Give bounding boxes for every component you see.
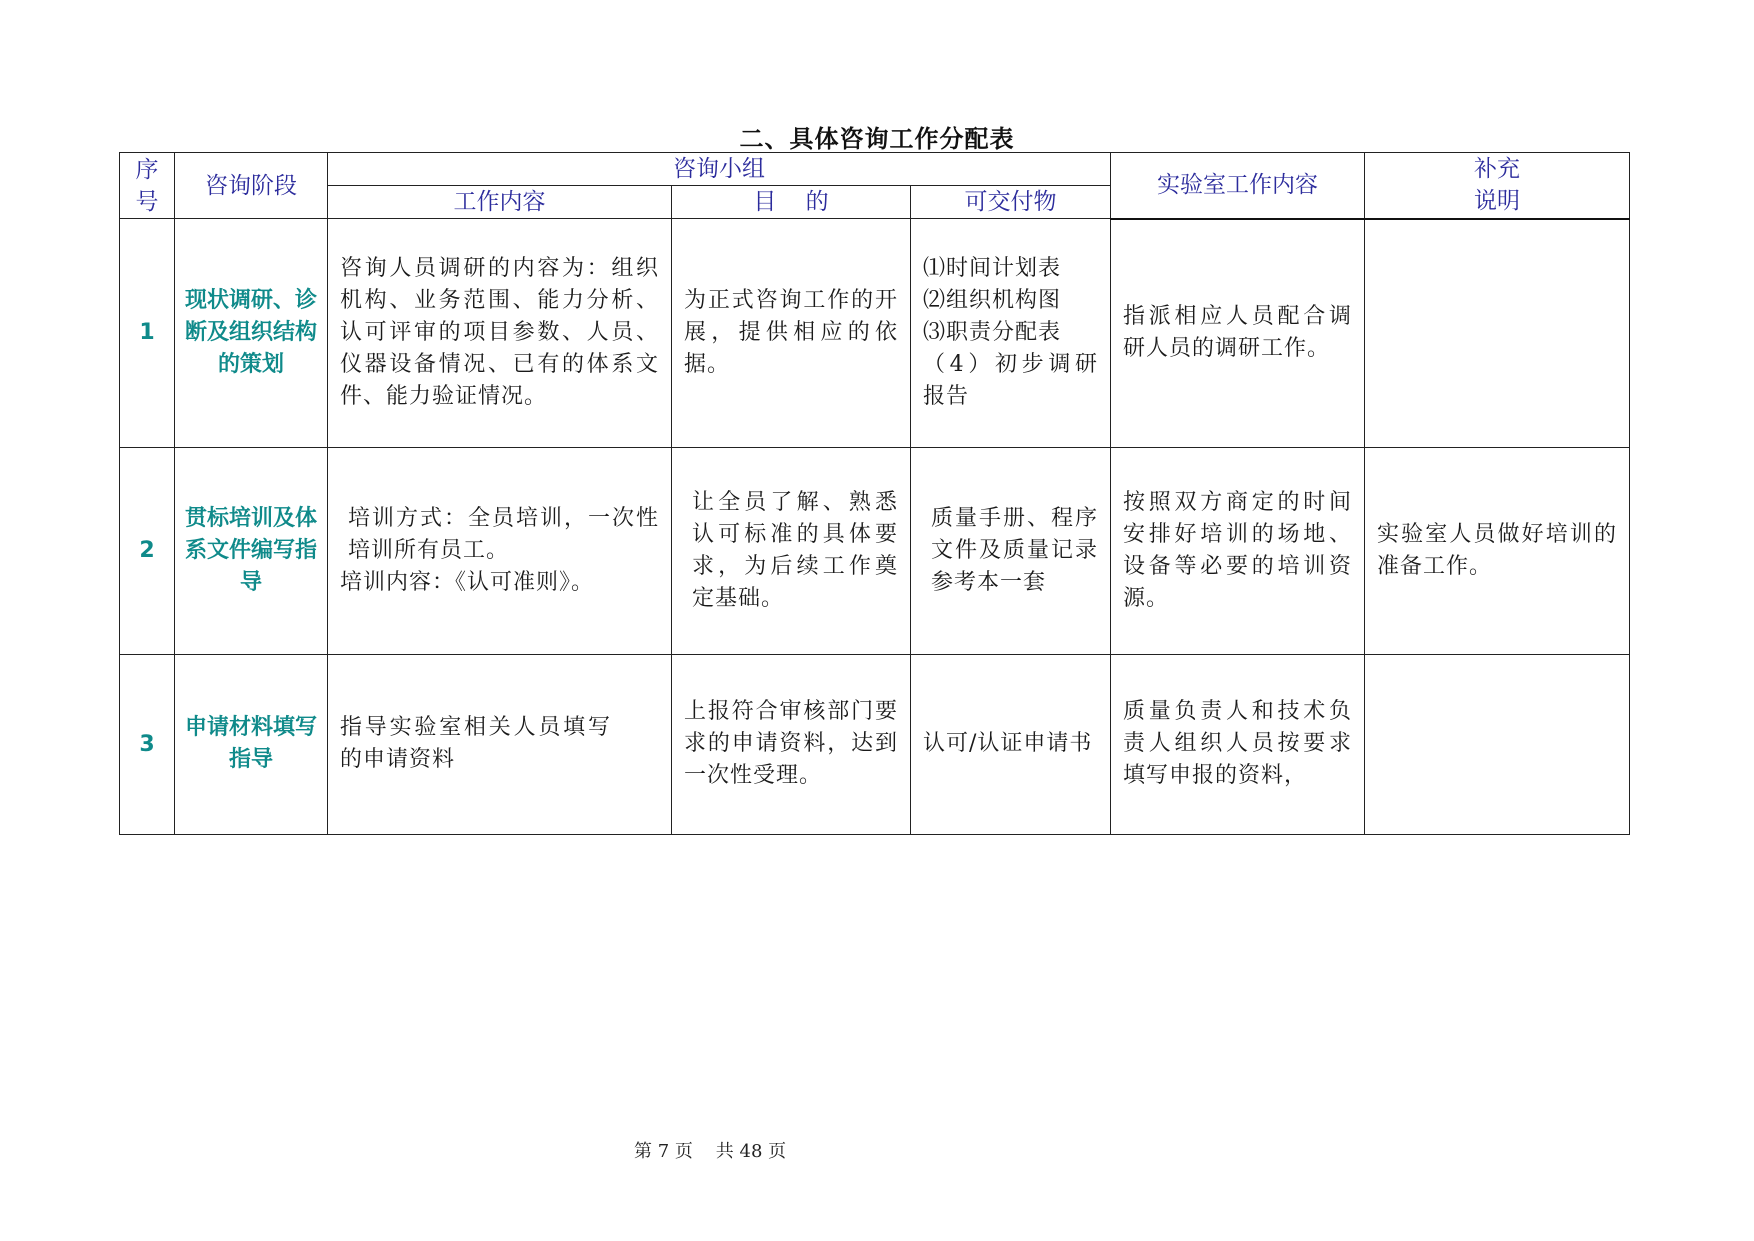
row-deliverables: 质量手册、程序文件及质量记录参考本一套 [911, 447, 1111, 654]
header-stage: 咨询阶段 [175, 153, 328, 219]
row-stage: 申请材料填写指导 [175, 654, 328, 834]
table-row [120, 654, 1630, 834]
row-note: 实验室人员做好培训的准备工作。 [1365, 447, 1630, 654]
row-purpose: 为正式咨询工作的开展，提供相应的依据。 [672, 219, 911, 448]
row-deliverables [911, 219, 1111, 448]
row-seq: 1 [120, 219, 175, 448]
header-note-line1: 补充 [1474, 156, 1520, 183]
row-stage: 现状调研、诊断及组织结构的策划 [175, 219, 328, 448]
work-content-line: 培训内容：《认可准则》。 [340, 569, 595, 595]
header-seq [120, 153, 175, 219]
table-row [120, 219, 1630, 448]
row-stage: 贯标培训及体系文件编写指导 [175, 447, 328, 654]
row-note [1365, 654, 1630, 834]
work-content-line: 培训方式：全员培训，一次性培训所有员工。 [348, 505, 659, 563]
header-lab-work: 实验室工作内容 [1111, 153, 1365, 219]
row-purpose: 让全员了解、熟悉认可标准的具体要求，为后续工作奠定基础。 [672, 447, 911, 654]
row-lab-work: 质量负责人和技术负责人组织人员按要求填写申报的资料， [1111, 654, 1365, 834]
table-row [120, 447, 1630, 654]
row-deliverables: 认可/认证申请书 [911, 654, 1111, 834]
row-work-content [328, 447, 672, 654]
header-group: 咨询小组 [328, 153, 1111, 186]
row-purpose: 上报符合审核部门要求的申请资料，达到一次性受理。 [672, 654, 911, 834]
header-note-line2: 说明 [1474, 188, 1520, 215]
row-lab-work: 按照双方商定的时间安排好培训的场地、设备等必要的培训资源。 [1111, 447, 1365, 654]
deliverable-item: ⑴时间计划表 [923, 255, 1062, 281]
row-seq: 2 [120, 447, 175, 654]
page-title: 二、具体咨询工作分配表 [739, 125, 1015, 153]
row-note [1365, 219, 1630, 448]
deliverable-item: ⑵组织机构图 [923, 287, 1062, 313]
header-deliverables: 可交付物 [911, 186, 1111, 219]
deliverable-item: ⑶职责分配表 [923, 319, 1062, 345]
header-work-content: 工作内容 [328, 186, 672, 219]
header-seq-line2: 号 [135, 188, 159, 215]
header-purpose: 目 的 [672, 186, 911, 219]
header-note [1365, 153, 1630, 219]
header-seq-line1: 序 [135, 156, 159, 183]
deliverable-item: （4）初步调研报告 [923, 351, 1098, 409]
work-allocation-table [119, 152, 1630, 835]
row-work-content: 指导实验室相关人员填写的申请资料 [328, 654, 672, 834]
row-seq: 3 [120, 654, 175, 834]
row-work-content: 咨询人员调研的内容为：组织机构、业务范围、能力分析、认可评审的项目参数、人员、仪器设备情况、已有的体系文件、能力验证情况。 [328, 219, 672, 448]
page-number: 第 7 页 共 48 页 [634, 1141, 787, 1162]
row-lab-work: 指派相应人员配合调研人员的调研工作。 [1111, 219, 1365, 448]
